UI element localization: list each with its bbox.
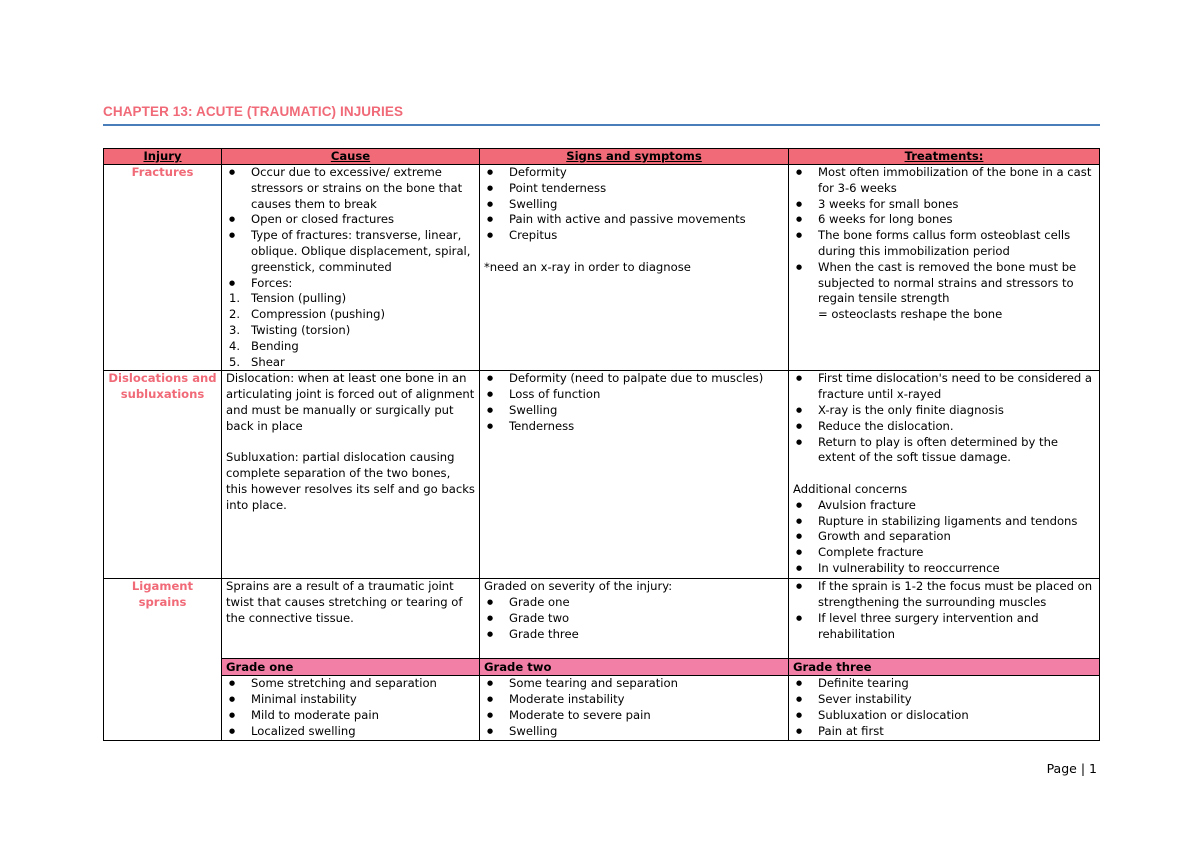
signs-sprains	[480, 579, 789, 659]
list-item: 2. Compression (pushing)	[229, 307, 385, 322]
list-item: ● Growth and separation	[818, 529, 1095, 545]
list-item: ● Complete fracture	[818, 545, 1095, 561]
bullet-list	[226, 676, 475, 739]
grade-one-details	[222, 676, 480, 740]
list-item: ● Open or closed fractures	[251, 212, 475, 228]
list-item: 5. Shear	[229, 354, 285, 369]
list-item: ● Pain with active and passive movements	[509, 212, 784, 228]
signs-note: *need an x-ray in order to diagnose	[484, 259, 691, 274]
dislocation-definition: Dislocation: when at least one bone in an articulating joint is forced out of alignment and must be manually or surgically put back in place	[226, 371, 475, 433]
treatments-sprains	[789, 579, 1100, 659]
injury-table	[103, 148, 1100, 741]
list-item: ● Deformity (need to palpate due to muscles)	[509, 371, 784, 387]
list-item: ● Grade three	[509, 627, 784, 643]
bullet-list	[793, 165, 1095, 307]
table-row-fractures	[104, 165, 1100, 371]
list-item: ● Rupture in stabilizing ligaments and tendons	[818, 514, 1095, 530]
list-item: ● Swelling	[509, 403, 784, 419]
list-item: ● Avulsion fracture	[818, 498, 1095, 514]
header-treatments: Treatments:	[789, 149, 1100, 165]
treatment-note: = osteoclasts reshape the bone	[818, 307, 1003, 322]
bullet-list	[793, 579, 1095, 642]
list-item: ● 3 weeks for small bones	[818, 197, 1095, 213]
bullet-list	[484, 165, 784, 244]
list-item: ● Sever instability	[818, 692, 1095, 708]
grade-detail-row	[104, 676, 1100, 740]
list-item: ● Grade two	[509, 611, 784, 627]
bullet-list	[793, 498, 1095, 577]
bullet-list	[484, 371, 784, 434]
list-item: ● Crepitus	[509, 228, 784, 244]
header-cause: Cause	[222, 149, 480, 165]
list-item: ● When the cast is removed the bone must be subjected to normal strains and stressors to regain tensile strength	[818, 260, 1095, 307]
list-item: ● Pain at first	[818, 724, 1095, 740]
list-item: ● Moderate instability	[509, 692, 784, 708]
treatments-fractures	[789, 165, 1100, 371]
page-number: 1	[1089, 761, 1097, 776]
header-signs: Signs and symptoms	[480, 149, 789, 165]
list-item: 1. Tension (pulling)	[229, 291, 347, 306]
cause-fractures	[222, 165, 480, 371]
list-item: ● Some tearing and separation	[509, 676, 784, 692]
grade-two-details	[480, 676, 789, 740]
title-divider	[103, 124, 1100, 126]
table-row-sprains	[104, 579, 1100, 659]
list-item: ● Swelling	[509, 197, 784, 213]
grade-three-header: Grade three	[789, 659, 1100, 676]
list-item: ● If the sprain is 1-2 the focus must be placed on strengthening the surrounding muscles	[818, 579, 1095, 611]
signs-intro: Graded on severity of the injury:	[484, 579, 673, 594]
additional-concerns-label: Additional concerns	[793, 481, 908, 496]
list-item: 4. Bending	[229, 338, 299, 353]
list-item: ● Tenderness	[509, 419, 784, 435]
page-label: Page	[1046, 761, 1077, 776]
list-item: ● Occur due to excessive/ extreme stressors or strains on the bone that causes them to break	[251, 165, 475, 212]
bullet-list	[793, 371, 1095, 466]
cause-dislocations	[222, 371, 480, 579]
cause-sprains	[222, 579, 480, 659]
table-header-row	[104, 149, 1100, 165]
bullet-list	[484, 595, 784, 642]
list-item: ● Swelling	[509, 724, 784, 740]
injury-fractures: Fractures	[104, 165, 222, 371]
bullet-list	[484, 676, 784, 739]
list-item: ● Point tenderness	[509, 181, 784, 197]
list-item: ● Forces:	[251, 276, 475, 292]
forces-list	[226, 291, 475, 370]
list-item: ● Mild to moderate pain	[251, 708, 475, 724]
list-item: ● Type of fractures: transverse, linear, oblique. Oblique displacement, spiral, greenstick, comminuted	[251, 228, 475, 275]
bullet-list	[226, 165, 475, 291]
signs-dislocations	[480, 371, 789, 579]
list-item: ● Reduce the dislocation.	[818, 419, 1095, 435]
grade-three-details	[789, 676, 1100, 740]
header-injury: Injury	[104, 149, 222, 165]
signs-fractures	[480, 165, 789, 371]
injury-sprains: Ligament sprains	[104, 579, 222, 740]
list-item: ● Some stretching and separation	[251, 676, 475, 692]
list-item: ● Moderate to severe pain	[509, 708, 784, 724]
injury-dislocations: Dislocations and subluxations	[104, 371, 222, 579]
sprain-definition: Sprains are a result of a traumatic joint twist that causes stretching or tearing of the connective tissue.	[226, 579, 463, 625]
bullet-list	[793, 676, 1095, 739]
grade-header-row	[104, 659, 1100, 676]
list-item: ● 6 weeks for long bones	[818, 212, 1095, 228]
subluxation-definition: Subluxation: partial dislocation causing complete separation of the two bones, this however resolves its self and go backs into place.	[226, 450, 475, 512]
list-item: ● Return to play is often determined by the extent of the soft tissue damage.	[818, 435, 1095, 467]
page-separator: |	[1080, 761, 1086, 776]
list-item: ● The bone forms callus form osteoblast cells during this immobilization period	[818, 228, 1095, 260]
list-item: ● Subluxation or dislocation	[818, 708, 1095, 724]
table-row-dislocations	[104, 371, 1100, 579]
list-item: ● Localized swelling	[251, 724, 475, 740]
list-item: ● Deformity	[509, 165, 784, 181]
list-item: ● Minimal instability	[251, 692, 475, 708]
list-item: ● Grade one	[509, 595, 784, 611]
grade-one-header: Grade one	[222, 659, 480, 676]
treatments-dislocations	[789, 371, 1100, 579]
list-item: ● Most often immobilization of the bone in a cast for 3-6 weeks	[818, 165, 1095, 197]
grade-two-header: Grade two	[480, 659, 789, 676]
list-item: ● If level three surgery intervention and rehabilitation	[818, 611, 1095, 643]
list-item: ● X-ray is the only finite diagnosis	[818, 403, 1095, 419]
list-item: ● In vulnerability to reoccurrence	[818, 561, 1095, 577]
page-footer	[1047, 761, 1097, 776]
list-item: ● Definite tearing	[818, 676, 1095, 692]
chapter-title: CHAPTER 13: ACUTE (TRAUMATIC) INJURIES	[103, 104, 404, 119]
list-item: ● First time dislocation's need to be considered a fracture until x-rayed	[818, 371, 1095, 403]
list-item: 3. Twisting (torsion)	[229, 322, 351, 337]
list-item: ● Loss of function	[509, 387, 784, 403]
